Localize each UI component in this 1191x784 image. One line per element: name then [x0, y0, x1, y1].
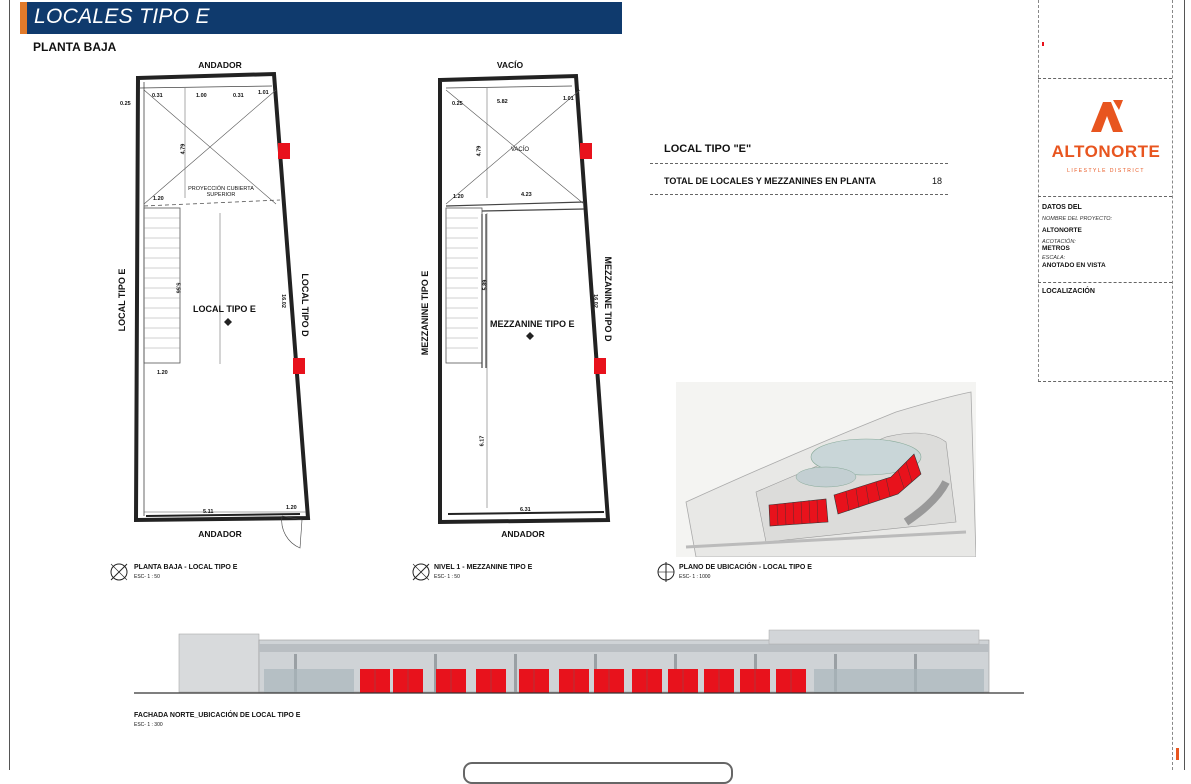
- dim-label: 16.02: [591, 294, 598, 308]
- page-border-right: [1184, 0, 1185, 770]
- project-label: NOMBRE DEL PROYECTO:: [1042, 216, 1113, 222]
- title-block-divider: [1038, 196, 1172, 197]
- plan-baja-top-label: ANDADOR: [198, 60, 242, 70]
- project-value: ALTONORTE: [1042, 227, 1082, 234]
- bottom-pill: [463, 762, 733, 784]
- plan-baja-bottom-label: ANDADOR: [198, 529, 242, 539]
- plan-mezz-top-label: VACÍO: [496, 60, 524, 70]
- table-row-label: TOTAL DE LOCALES Y MEZZANINES EN PLANTA: [664, 176, 877, 186]
- table-divider: [650, 194, 948, 195]
- north-arrow-icon: [410, 560, 432, 582]
- dim-label: 1.01: [563, 96, 574, 102]
- dim-label: 6.17: [479, 435, 486, 447]
- plan-mezz-void-label: VACÍO: [510, 147, 530, 153]
- scale-label: ESCALA:: [1042, 255, 1066, 261]
- dim-label: 1.20: [453, 194, 464, 200]
- title-block: [1038, 0, 1173, 382]
- plan-mezz-right-label: MEZZANINE TIPO D: [603, 256, 613, 342]
- plan-mezz-caption-scale: ESC- 1 : 50: [434, 574, 460, 580]
- datos-title: DATOS DEL: [1042, 204, 1082, 211]
- location-label: LOCALIZACIÓN: [1042, 288, 1095, 295]
- table-row-value: 18: [932, 176, 943, 186]
- plan-baja-right-label: LOCAL TIPO D: [300, 273, 310, 337]
- dim-label: 5.82: [497, 99, 508, 105]
- plan-mezz-bottom-label: ANDADOR: [501, 529, 545, 539]
- page-title: LOCALES TIPO E: [34, 5, 210, 28]
- plan-mezz-caption-title: NIVEL 1 - MEZZANINE TIPO E: [434, 564, 533, 571]
- dim-label: 0.25: [120, 101, 131, 107]
- plan-mezz-room-label: MEZZANINE TIPO E: [490, 319, 575, 329]
- dim-label: 4.79: [180, 143, 187, 155]
- title-block-divider: [1038, 381, 1172, 382]
- red-mark: [1042, 42, 1044, 46]
- facade-elevation: [134, 622, 1024, 696]
- dim-label: 6.31: [520, 507, 531, 513]
- site-plan-map: [676, 382, 976, 557]
- page-subtitle: PLANTA BAJA: [33, 40, 117, 54]
- dim-label: 0.25: [452, 101, 463, 107]
- dim-label: 4.79: [476, 145, 483, 157]
- title-block-divider: [1038, 282, 1172, 283]
- dim-label: 5.11: [203, 509, 214, 515]
- north-arrow-icon: [655, 560, 677, 582]
- table-title: LOCAL TIPO "E": [664, 143, 752, 155]
- page-border-left: [9, 0, 10, 770]
- altonorte-logo-icon: [1089, 98, 1125, 134]
- table-divider: [650, 163, 948, 164]
- header-accent: [20, 2, 27, 34]
- dim-label: 5.56: [174, 282, 181, 294]
- units-label: ACOTACIÓN:: [1042, 239, 1076, 245]
- dim-label: 0.31: [233, 93, 244, 99]
- title-block-divider: [1038, 78, 1172, 79]
- north-arrow-icon: [108, 560, 130, 582]
- facade-caption-scale: ESC- 1 : 300: [134, 722, 163, 728]
- dim-label: 4.23: [521, 192, 532, 198]
- dim-label: 5.89: [482, 279, 489, 291]
- brand-name: ALTONORTE: [1051, 142, 1161, 161]
- plan-baja-projection-label: PROYECCIÓN CUBIERTA SUPERIOR: [188, 186, 254, 198]
- plan-mezz-drawing: [412, 68, 632, 538]
- plan-baja-caption-title: PLANTA BAJA - LOCAL TIPO E: [134, 564, 238, 571]
- brand-tagline: LIFESTYLE DISTRICT: [1067, 168, 1145, 174]
- dim-label: 0.31: [152, 93, 163, 99]
- plan-mezz-left-label: MEZZANINE TIPO E: [420, 270, 430, 356]
- site-plan-caption-scale: ESC- 1 : 1000: [679, 574, 711, 580]
- units-value: METROS: [1042, 245, 1070, 252]
- dim-label: 1.20: [157, 370, 168, 376]
- site-plan-caption-title: PLANO DE UBICACIÓN - LOCAL TIPO E: [679, 564, 812, 571]
- dim-label: 1.00: [196, 93, 207, 99]
- plan-baja-room-label: LOCAL TIPO E: [193, 304, 256, 314]
- dim-label: 1.20: [153, 196, 164, 202]
- dim-label: 16.02: [279, 294, 286, 308]
- scale-value: ANOTADO EN VISTA: [1042, 262, 1106, 269]
- dim-label: 1.01: [258, 90, 269, 96]
- orange-mark: [1176, 748, 1179, 760]
- dim-label: 1.20: [286, 505, 297, 511]
- plan-baja-left-label: LOCAL TIPO E: [117, 268, 127, 332]
- plan-baja-caption-scale: ESC- 1 : 50: [134, 574, 160, 580]
- facade-caption-title: FACHADA NORTE_UBICACIÓN DE LOCAL TIPO E: [134, 712, 301, 719]
